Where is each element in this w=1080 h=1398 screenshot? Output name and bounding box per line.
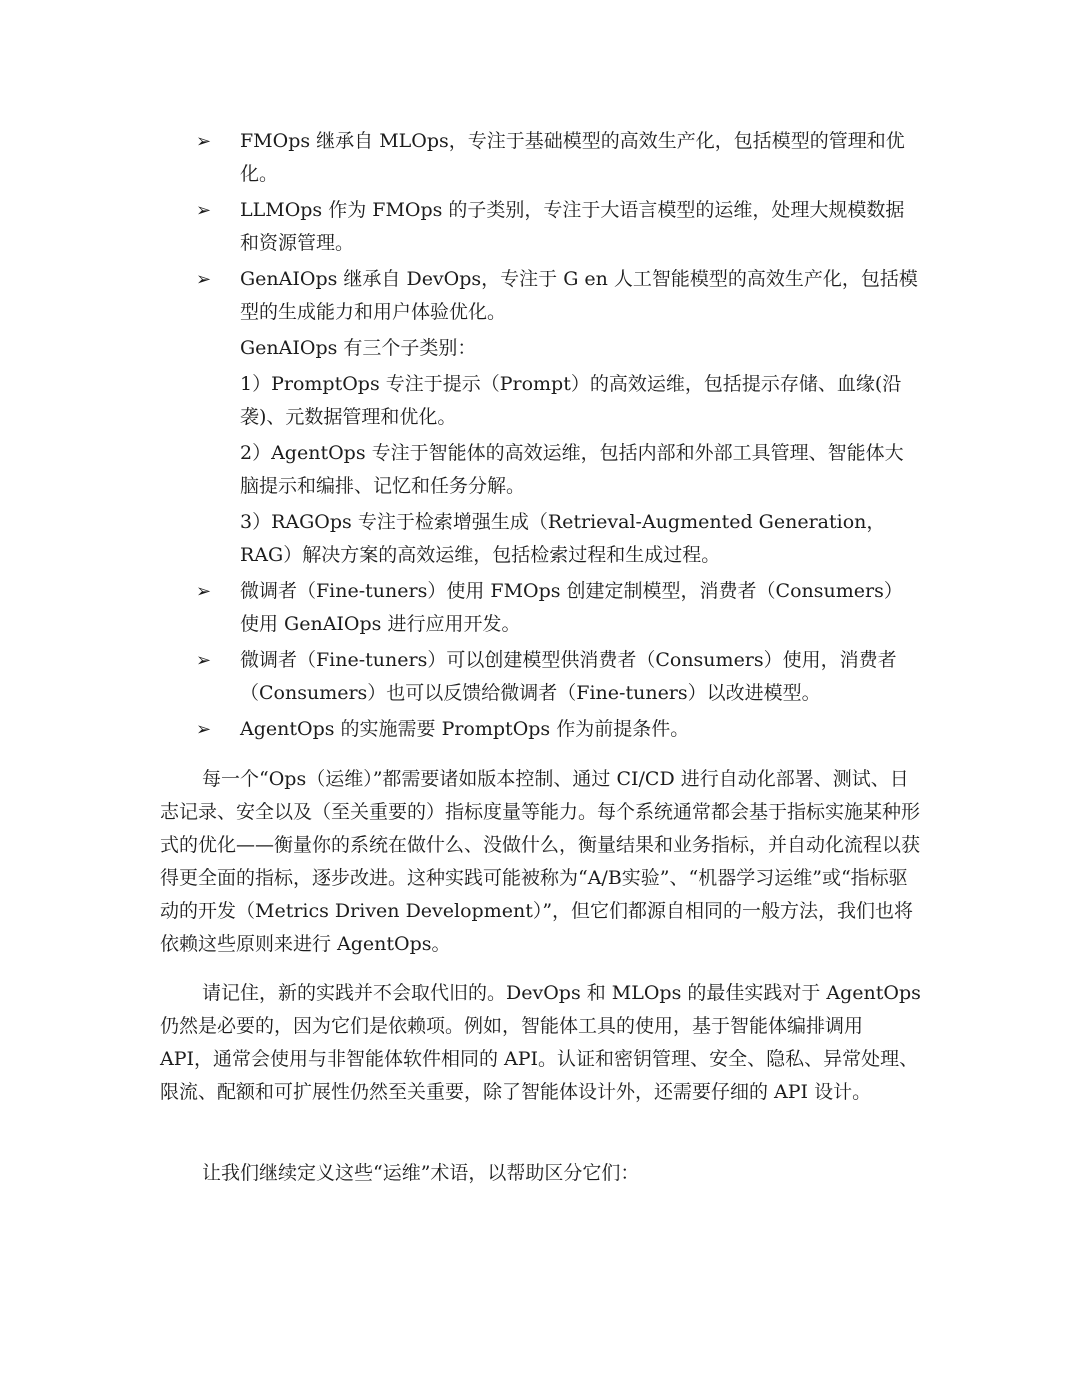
arrow-bullet-icon: ➢ [196,200,212,221]
arrow-bullet-icon: ➢ [196,131,212,152]
bullet-list [0,125,1080,749]
bullet-item-feedback [0,644,920,710]
bullet-text: 微调者（Fine-tuners）可以创建模型供消费者（Consumers）使用，消费者（Consumers）也可以反馈给微调者（Fine-tuners）以改进模型。 [240,649,897,704]
paragraph-define-terms: 让我们继续定义这些“运维”术语，以帮助区分它们： [202,1162,640,1184]
bullet-item-fine-tuners [0,575,920,641]
bullet-item-agentops-prereq [0,713,920,746]
bullet-item-llmops [0,194,920,260]
genaiops-subcategory-intro: GenAIOps 有三个子类别： [240,337,477,359]
arrow-bullet-icon: ➢ [196,650,212,671]
bullet-text: AgentOps 的实施需要 PromptOps 作为前提条件。 [240,718,690,740]
arrow-bullet-icon: ➢ [196,269,212,290]
subcategory-agentops: 2）AgentOps 专注于智能体的高效运维，包括内部和外部工具管理、智能体大脑提示和编排、记忆和任务分解。 [240,442,904,497]
arrow-bullet-icon: ➢ [196,719,212,740]
paragraph-best-practices: 请记住，新的实践并不会取代旧的。DevOps 和 MLOps 的最佳实践对于 AgentOps 仍然是必要的，因为它们是依赖项。例如，智能体工具的使用，基于智能体编排调用 API，通常会使用与非智能体软件相同的 API。认证和密钥管理、安全、隐私、异常处理、限流、配额和可扩展性仍然至关重要，除了智能体设计外，还需要仔细的 API 设计。 [160,982,921,1103]
bullet-text: FMOps 继承自 MLOps，专注于基础模型的高效生产化，包括模型的管理和优化。 [240,130,905,185]
bullet-text: GenAIOps 继承自 DevOps，专注于 G en 人工智能模型的高效生产化，包括模型的生成能力和用户体验优化。 [240,268,918,323]
bullet-text: 微调者（Fine-tuners）使用 FMOps 创建定制模型，消费者（Consumers）使用 GenAIOps 进行应用开发。 [240,580,903,635]
subcategory-ragops: 3）RAGOps 专注于检索增强生成（Retrieval-Augmented Generation，RAG）解决方案的高效运维，包括检索过程和生成过程。 [240,511,886,566]
bullet-item-fmops [0,125,920,191]
arrow-bullet-icon: ➢ [196,581,212,602]
bullet-text: LLMOps 作为 FMOps 的子类别，专注于大语言模型的运维，处理大规模数据和资源管理。 [240,199,905,254]
bullet-item-genaiops [0,263,920,329]
subcategory-promptops: 1）PromptOps 专注于提示（Prompt）的高效运维，包括提示存储、血缘(沿袭)、元数据管理和优化。 [240,373,902,428]
paragraph-ops-capabilities: 每一个“Ops（运维）”都需要诸如版本控制、通过 CI/CD 进行自动化部署、测试、日志记录、安全以及（至关重要的）指标度量等能力。每个系统通常都会基于指标实施某种形式的优化——衡量你的系统在做什么、没做什么，衡量结果和业务指标，并自动化流程以获得更全面的指标，逐步改进。这种实践可能被称为“A/B实验”、“机器学习运维”或“指标驱动的开发（Metrics Driven Development）”，但它们都源自相同的一般方法，我们也将依赖这些原则来进行 AgentOps。 [160,768,921,955]
